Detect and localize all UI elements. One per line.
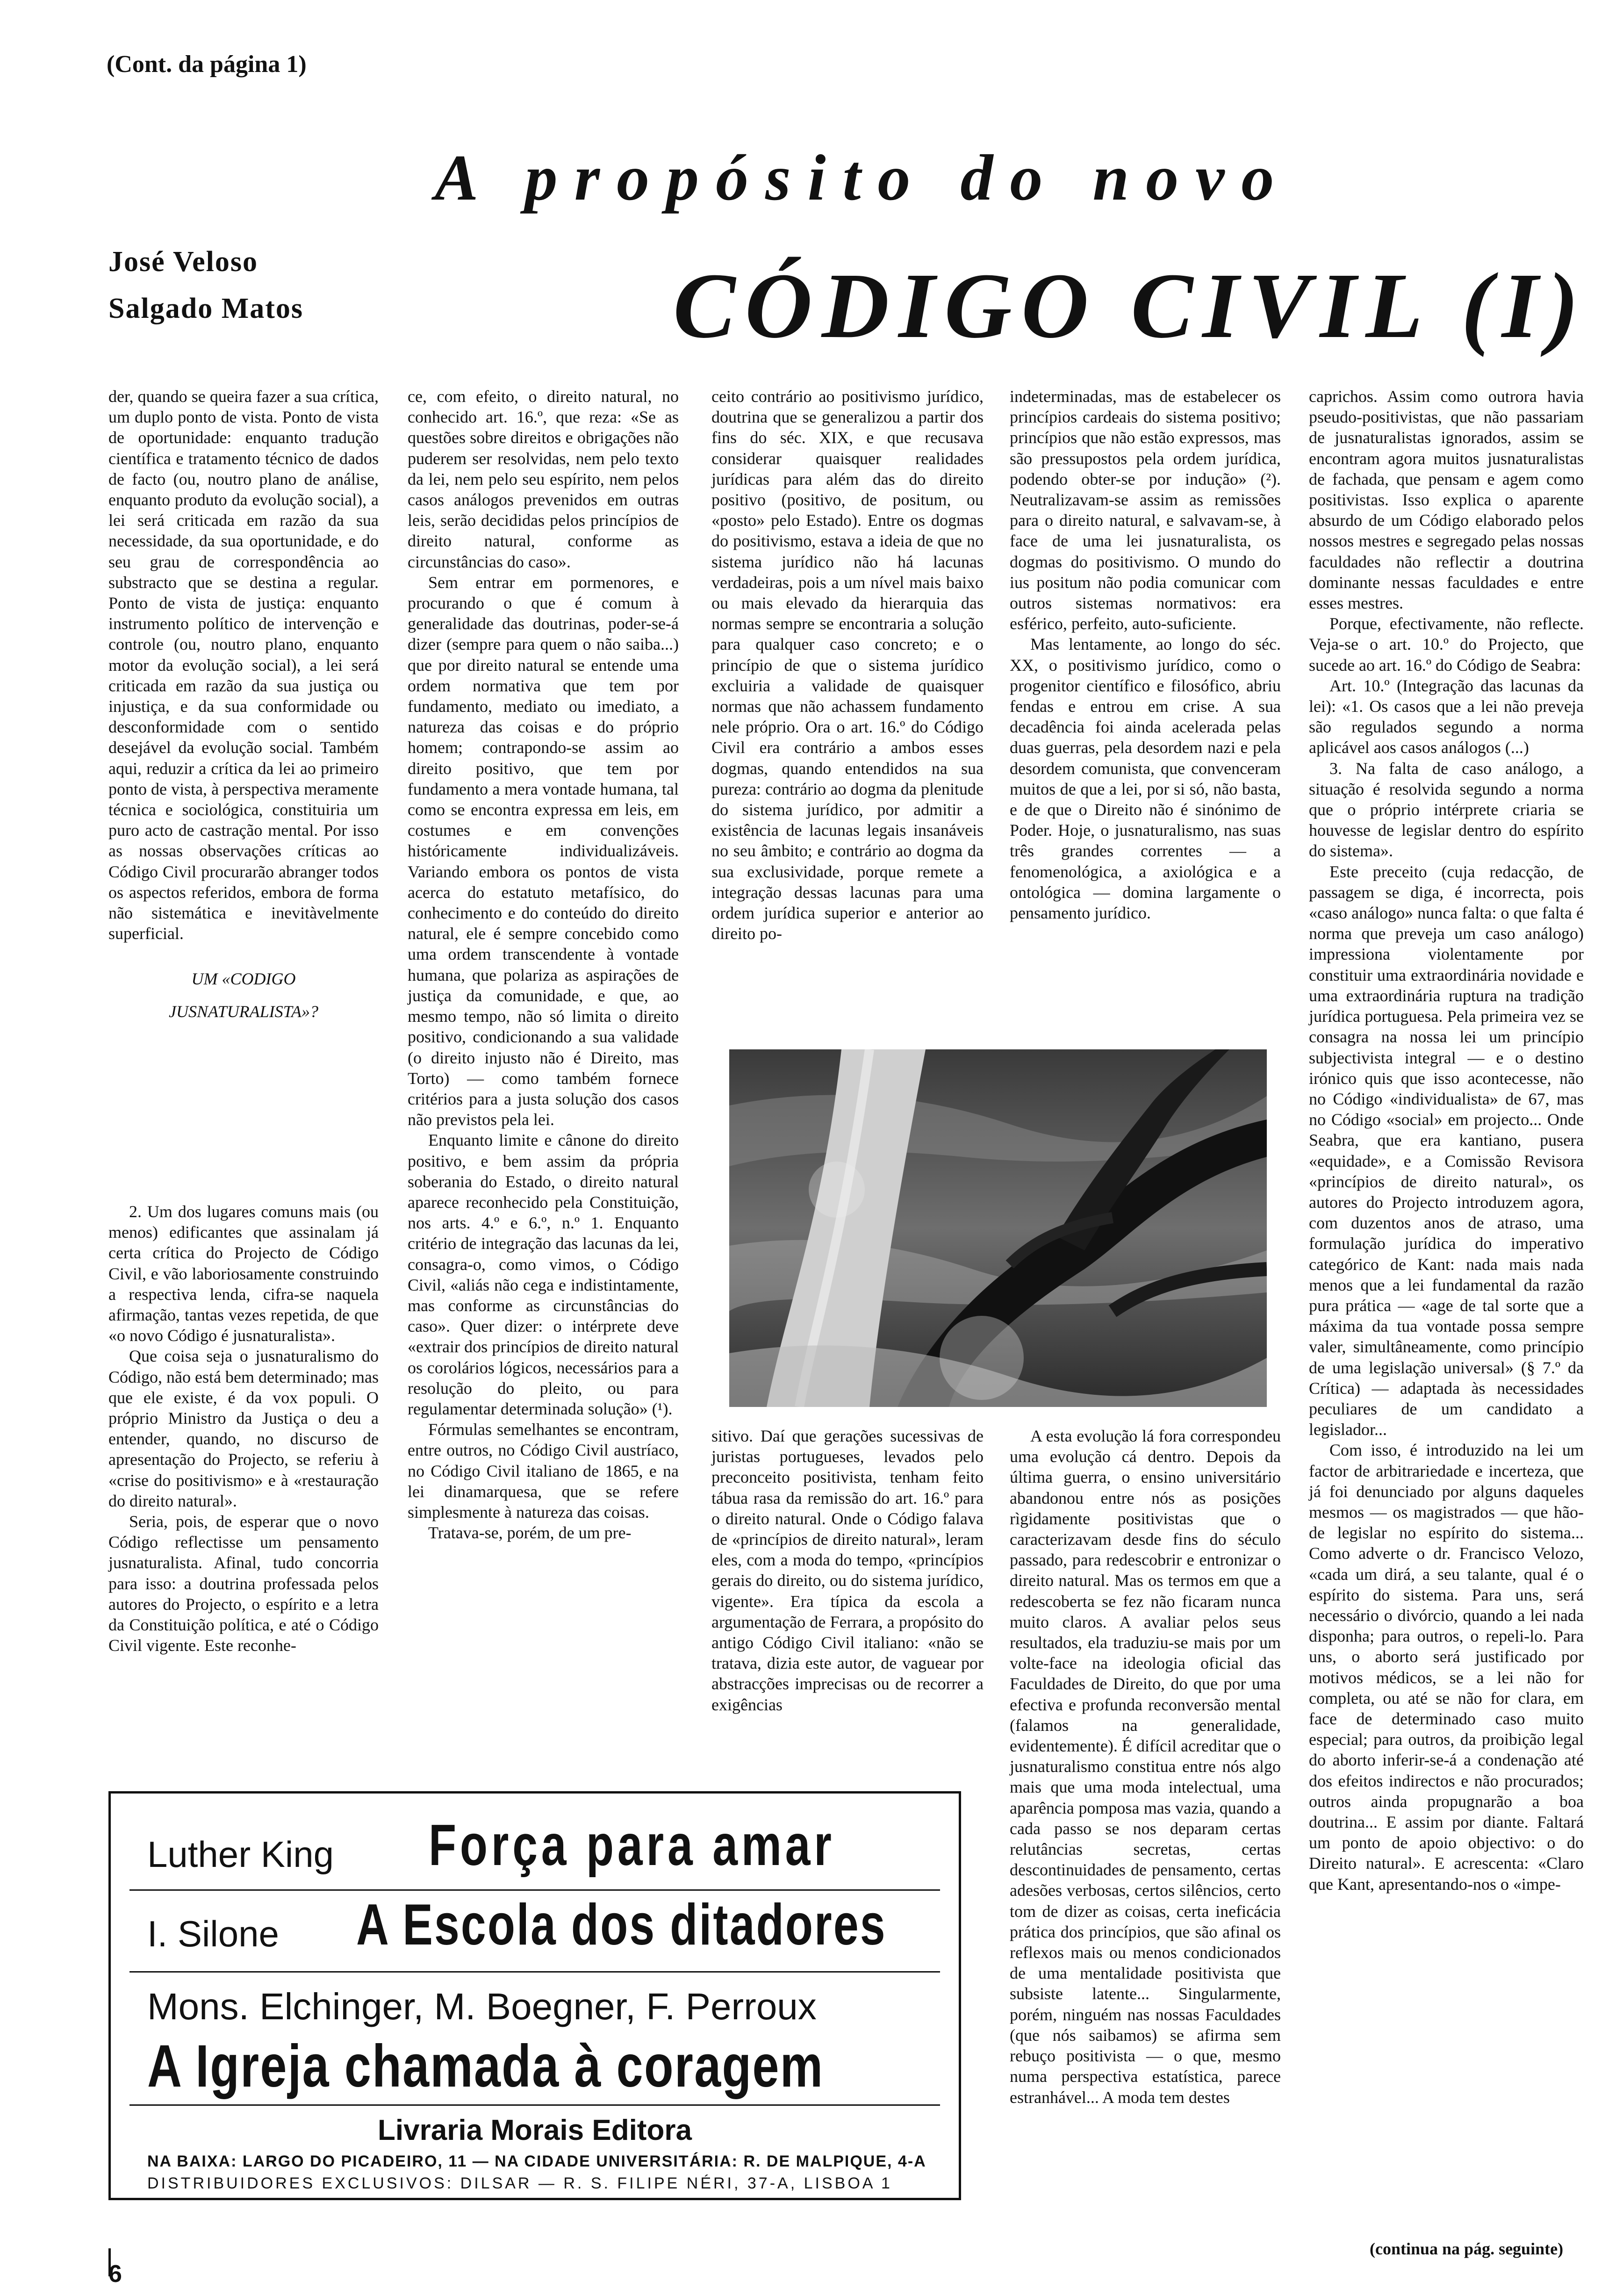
paragraph: Porque, efectivamente, não reflecte. Veja-se o art. 10.º do Projecto, que sucede ao art. 16.º do Código de Seabra: (1309, 614, 1584, 674)
ad-address-line2: DISTRIBUIDORES EXCLUSIVOS: DILSAR — R. S. FILIPE NÉRI, 37-A, LISBOA 1 (147, 2174, 892, 2192)
paragraph: sitivo. Daí que gerações sucessivas de juristas portugueses, levados pelo preconceito positivista, tenham feito tábua rasa da remissão do art. 16.º para o direito natural. Onde o Código falava de «princípios de direito natural», leram eles, com a moda do tempo, «princípios gerais do direito, ou do sistema jurídico, vigente». Era típica da escola a argumentação de Ferrara, a propósito do antigo Código Civil italiano: «não se tratava, dizia este autor, de vaguear por abstracções imprecisas ou de recorrer a exigências (711, 1427, 984, 1714)
article-column-1 (108, 386, 379, 1092)
paragraph: Este preceito (cuja redacção, de passagem se diga, é incorrecta, pois «caso análogo» nunca falta: o que falta é norma que preveja um caso análogo) impressiona violentamente por constituir uma extraordinária novidade e uma extraordinária ruptura na tradição jurídica portuguesa. Pela primeira vez se consagra na nossa lei um princípio subjectivista integral — e o destino irónico quis que isso acontecesse, não no Código «individualista» de 67, mas no Código «social» em projecto... Onde Seabra, que era kantiano, pusera «equidade», e a Comissão Revisora «princípios de direito natural», os autores do Projecto introduzem agora, com duzentos anos de atraso, uma formulação jurídica do imperativo categórico de Kant: nada mais nada menos que a lei fundamental da razão pura prática — «age de tal sorte que a máxima da tua vontade possa sempre valer, simultâneamente, como princípio de uma legislação universal» (§ 7.º da Crítica) — adaptada às necessidades peculiares de um candidato a legislador... (1309, 862, 1584, 1439)
paragraph: Art. 10.º (Integração das lacunas da lei): «1. Os casos que a lei não preveja são regulados segundo a norma aplicável aos casos análogos (...) (1309, 676, 1584, 757)
article-column-4-lower (1010, 1426, 1281, 2108)
subheading: UM «CODIGO JUSNATURALISTA»? (169, 969, 318, 1021)
continued-on-label: (continua na pág. seguinte) (1370, 2239, 1564, 2258)
paragraph: der, quando se queira fazer a sua crítica, um duplo ponto de vista. Ponto de vista de oportunidade: enquanto tradução científica e tratamento técnico de dados de facto (ou, noutro plano de análise, enquanto produto da evolução social), a lei será criticada em razão da sua necessidade, da sua oportunidade, e do seu grau de correspondência ao substracto que se destina a regular. Ponto de vista de justiça: enquanto instrumento político de intervenção e controle (ou, noutro plano, enquanto motor da evolução social), a lei será criticada em razão da sua justiça ou injustiça, e da sua conformidade ou desconformidade com o sentido desejável da evolução social. Também aqui, reduzir a crítica da lei ao primeiro ponto de vista, à perspectiva meramente técnica e sociológica, constituiria um puro acto de castração mental. Por isso as nossas observações críticas ao Código Civil procurarão abranger todos os aspectos referidos, embora de forma não sistemática e inevitàvelmente superficial. (108, 387, 379, 943)
paragraph: Enquanto limite e cânone do direito positivo, e bem assim da própria soberania do Estado, o direito natural aparece reconhecido pela Constituição, nos arts. 4.º e 6.º, n.º 1. Enquanto critério de integração das lacunas da lei, consagra-o, como vimos, o Código Civil, «aliás não cega e indistintamente, mas conforme as circunstâncias do caso». Quer dizer: o intérprete deve «extrair dos princípios de direito natural os corolários lógicos, necessários para a resolução do pleito, ou para regulamentar determinada solução» (¹). (408, 1131, 679, 1418)
ad-authors-elchinger-boegner-perroux: Mons. Elchinger, M. Boegner, F. Perroux (147, 1986, 817, 2027)
ad-title-forca-para-amar: Força para amar (429, 1813, 835, 1878)
article-title-line1: A propósito do novo (435, 142, 1291, 214)
bookstore-advertisement (108, 1791, 961, 2200)
article-column-5 (1309, 386, 1584, 1894)
article-column-3 (711, 386, 984, 944)
article-title-line2: CÓDIGO CIVIL (I) (673, 254, 1588, 358)
article-column-3-lower (711, 1426, 984, 1715)
ad-author-luther-king: Luther King (147, 1834, 334, 1875)
ad-title-escola-ditadores: A Escola dos ditadores (356, 1893, 887, 1957)
ad-address-line1: NA BAIXA: LARGO DO PICADEIRO, 11 — NA CIDADE UNIVERSITÁRIA: R. DE MALPIQUE, 4-A (147, 2152, 926, 2170)
ad-divider (129, 2104, 940, 2106)
ad-author-silone: I. Silone (147, 1913, 279, 1954)
ad-divider (129, 1971, 940, 1973)
paragraph: Seria, pois, de esperar que o novo Código reflectisse um pensamento jusnaturalista. Afinal, tudo concorria para isso: a doutrina professada pelos autores do Projecto, o espírito e a letra da Constituição política, e até o Código Civil vigente. Este reconhe- (108, 1512, 379, 1655)
paragraph: ceito contrário ao positivismo jurídico, doutrina que se generalizou a partir dos fins do séc. XIX, e que recusava considerar quaisquer realidades jurídicas para além das do direito positivo (positivo, de positum, ou «posto» pelo Estado). Entre os dogmas do positivismo, estava a ideia de que no sistema jurídico não há lacunas verdadeiras, pois a um nível mais baixo ou mais elevado da hierarquia das normas sempre se encontraria a solução para qualquer caso concreto; e o princípio de que o sistema jurídico excluiria a validade de quaisquer normas que não achassem fundamento nele próprio. Ora o art. 16.º do Código Civil era contrário a ambos esses dogmas, quando entendidos na sua pureza: contrário ao dogma da plenitude do sistema jurídico, por admitir a existência de lacunas legais insanáveis no seu âmbito; e contrário ao dogma da sua exclusividade, porque remete a integração dessas lacunas para uma ordem jurídica superior e anterior ao direito po- (711, 387, 984, 943)
paragraph: caprichos. Assim como outrora havia pseudo-positivistas, que não passariam de jusnaturalistas ignorados, assim se encontram agora muitos jusnaturalistas de fachada, que pensam e agem como positivistas. Isso explica o aparente absurdo de um Código elaborado pelos nossos mestres e segregado pelas nossas faculdades não reflectir a doutrina dominante nessas faculdades e entre esses mestres. (1309, 387, 1584, 613)
paragraph: Com isso, é introduzido na lei um factor de arbitrariedade e incerteza, que já foi denunciado por alguns daqueles mesmos — os magistrados — que hão-de legislar no espírito do sistema... Como adverte o dr. Francisco Velozo, «cada um dirá, a seu talante, qual é o espírito do sistema. Para uns, será necessário o divórcio, quando a lei nada disponha; para outros, o repeli-lo. Para uns, o aborto será justificado por motivos médicos, se a lei não for completa, ou até se não for clara, em face de determinado caso muito especial; para outros, da proibição legal do aborto inferir-se-á a condenação até dos efeitos indirectos e não procurados; outros ainda propugnarão a boa doutrina... E assim por diante. Faltará um ponto de apoio objectivo: o do Direito natural». E acrescenta: «Claro que Kant, apresentando-nos o «impe- (1309, 1441, 1584, 1894)
paragraph: Que coisa seja o jusnaturalismo do Código, não está bem determinado; mas que ele existe, é da vox populi. O próprio Ministro da Justiça o deu a entender, quando, no discurso de apresentação do Projecto, se referiu à «crise do positivismo» e à «restauração do direito natural». (108, 1347, 379, 1510)
author-name-line2: Salgado Matos (108, 293, 303, 324)
article-column-2 (408, 386, 679, 1543)
paragraph: 3. Na falta de caso análogo, a situação é resolvida segundo a norma que o próprio intérprete criaria se houvesse de legislar dentro do espírito do sistema». (1309, 759, 1584, 861)
tree-illustration (729, 1049, 1267, 1407)
article-column-1-lower (108, 1201, 379, 1656)
paragraph: Tratava-se, porém, de um pre- (428, 1523, 632, 1543)
paragraph: Fórmulas semelhantes se encontram, entre outros, no Código Civil austríaco, no Código Civil italiano de 1865, e na lei dinamarquesa, que se refere simplesmente à natureza das coisas. (408, 1420, 679, 1521)
paragraph: Sem entrar em pormenores, e procurando o que é comum à generalidade das doutrinas, poder-se-á dizer (sempre para quem o não saiba...) que por direito natural se entende uma ordem normativa que tem por fundamento, mediato ou imediato, a natureza das coisas e do próprio homem; contrapondo-se assim ao direito positivo, que tem por fundamento a mera vontade humana, tal como se encontra expressa em leis, em costumes e em convenções históricamente individualizáveis. Variando embora os pontos de vista acerca do estatuto metafísico, do conhecimento e do conteúdo do direito natural, ele é sempre concebido como uma ordem transcendente à vontade humana, que polariza as aspirações de justiça da comunidade, e que, ao mesmo tempo, não só limita o direito positivo, condicionando a sua validade (o direito injusto não é Direito, mas Torto) — como também fornece critérios para a justa solução dos casos não previstos pela lei. (408, 573, 679, 1129)
paragraph: ce, com efeito, o direito natural, no conhecido art. 16.º, que reza: «Se as questões sobre direitos e obrigações não puderem ser resolvidas, nem pelo texto da lei, nem pelo seu espírito, nem pelos casos análogos prevenidos em outras leis, serão decididas pelos princípios de direito natural, conforme as circunstâncias do caso». (408, 387, 679, 571)
paragraph: 2. Um dos lugares comuns mais (ou menos) edificantes que assinalam já certa crítica do Projecto de Código Civil, e vão laboriosamente construindo a respectiva lenda, cifra-se naquela afirmação, tantas vezes repetida, de que «o novo Código é jusnaturalista». (108, 1202, 379, 1345)
page-number: 6 (108, 2260, 122, 2288)
article-column-4 (1010, 386, 1281, 923)
tree-photograph (729, 1049, 1267, 1407)
paragraph: A esta evolução lá fora correspondeu uma evolução cá dentro. Depois da última guerra, o ensino universitário abandonou entre nós as posições rìgidamente positivistas que o caracterizavam desde fins do século passado, para redescobrir e entronizar o direito natural. Mas os termos em que a redescoberta se fez não ficaram nunca muito claros. A avaliar pelos seus resultados, ela traduziu-se mais por um volte-face na ideologia oficial das Faculdades de Direito, do que por uma efectiva e profunda reconversão mental (falamos na generalidade, evidentemente). É difícil acreditar que o jusnaturalismo constitua entre nós algo mais que uma moda intelectual, uma aparência pomposa mas vazia, quando a cada passo se nos deparam certas relutâncias secretas, certas descontinuidades de pensamento, certas adesões verbosas, certos silêncios, certo tom de dizer as coisas, certa ineficácia prática dos princípios, que são afinal os reflexos mais ou menos condicionados de uma mentalidade positivista que subsiste latente... Singularmente, porém, ninguém nas nossas Faculdades (que nós saibamos) se afirma sem rebuço positivista — o que, mesmo numa perspectiva estatística, parece estranhável... A moda tem destes (1010, 1427, 1281, 2107)
paragraph: Mas lentamente, ao longo do séc. XX, o positivismo jurídico, como o progenitor científico e filosófico, abriu fendas e entrou em crise. A sua decadência foi ainda acelerada pelas duas guerras, pela desordem nazi e pela desordem comunista, que convenceram muitos de que a lei, por si só, não basta, e de que o Direito não é sinónimo de Poder. Hoje, o jusnaturalismo, nas suas três grandes correntes — a fenomenológica, a axiológica e a ontológica — domina largamente o pensamento jurídico. (1010, 635, 1281, 923)
author-name-line1: José Veloso (108, 246, 258, 278)
continued-from-label: (Cont. da página 1) (107, 51, 307, 78)
ad-publisher: Livraria Morais Editora (378, 2114, 692, 2146)
paragraph: indeterminadas, mas de estabelecer os princípios cardeais do sistema positivo; princípios que não estão expressos, mas são pressupostos pela ordem jurídica, podendo obter-se por indução» (²). Neutralizavam-se assim as remissões para o direito natural, e salvavam-se, à face de uma lei jusnaturalista, os dogmas do positivismo. O mundo do ius positum não podia comunicar com outros sistemas normativos: era esférico, perfeito, auto-suficiente. (1010, 387, 1281, 633)
ad-title-igreja-coragem: A Igreja chamada à coragem (147, 2033, 824, 2100)
ad-divider (129, 1889, 940, 1891)
